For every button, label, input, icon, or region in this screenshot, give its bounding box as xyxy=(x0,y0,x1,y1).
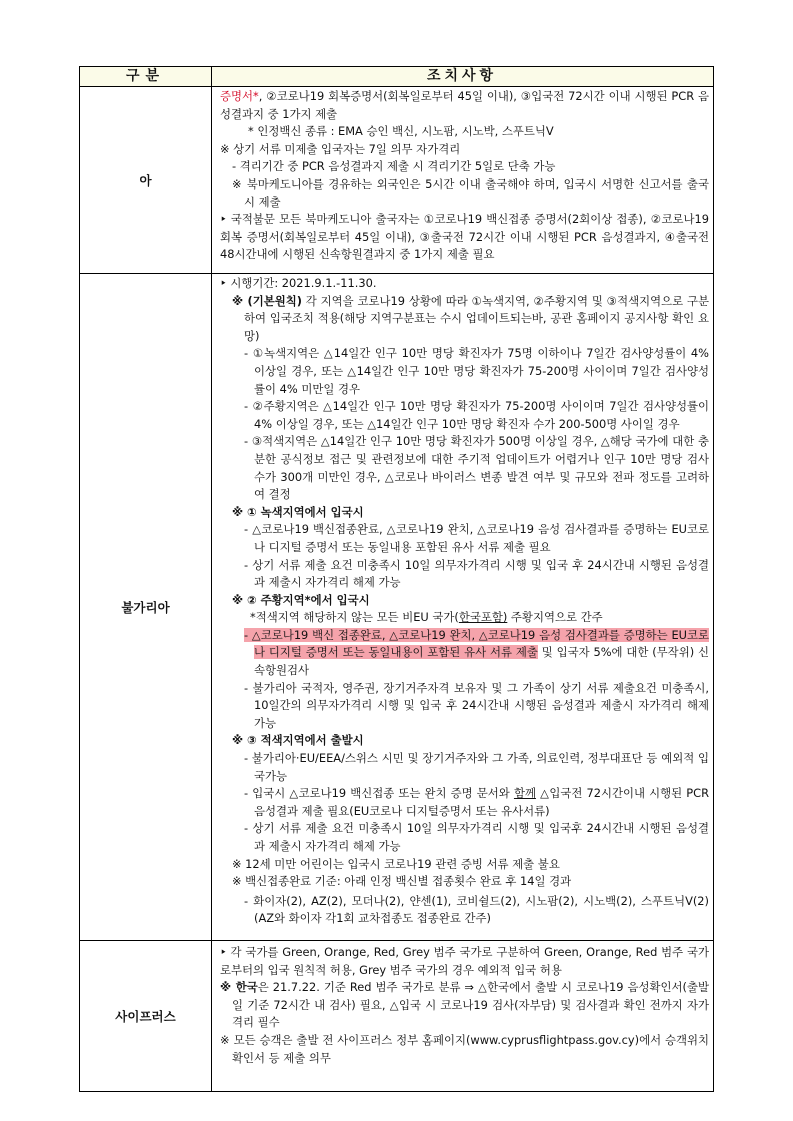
text: △입국전 72시간이내 시행된 PCR 음성결과 제출 필요(EU코로나 디지털증명서 또는 유사서류) xyxy=(254,786,709,818)
table-row-north-macedonia xyxy=(79,87,714,274)
line: ※ 모든 승객은 출발 전 사이프러스 정부 홈페이지(www.cyprusflightpass.gov.cy)에서 승객위치확인서 등 제출 의무 xyxy=(220,1032,709,1065)
red-item-1: - 불가리아·EU/EEA/스위스 시민 및 장기거주자와 그 가족, 의료인력, 정부대표단 등 예외적 입국가능 xyxy=(244,751,709,783)
text: *적색지역 해당하지 않는 모든 비EU 국가( xyxy=(250,610,459,625)
red-item-3: - 상기 서류 제출 요건 미충족시 10일 의무자가격리 시행 및 입국후 24시간내 시행된 음성결과 제출시 자가격리 해제 가능 xyxy=(244,821,709,853)
text: - 입국시 △코로나19 백신접종 또는 완치 증명 문서와 xyxy=(244,786,514,801)
line xyxy=(220,979,709,1032)
row-label: 불가리아 xyxy=(80,274,212,940)
orange-note xyxy=(220,609,709,627)
row-content xyxy=(220,944,709,1067)
line: ※ 북마케도니아를 경유하는 외국인은 5시간 이내 출국해야 하며, 입국시 서명한 신고서를 출국시 제출 xyxy=(232,176,709,209)
green-heading: ※ ① 녹색지역에서 입국시 xyxy=(232,504,364,519)
text: 및 입국자 5%에 대한 (무작위) 신속항원검사 xyxy=(254,645,709,678)
red-heading: ※ ③ 적색지역에서 출발시 xyxy=(232,733,364,748)
red-item-2 xyxy=(220,785,709,820)
header-measures: 조치사항 xyxy=(426,68,498,84)
line: ‣ 각 국가를 Green, Orange, Red, Grey 범주 국가로 구분하여 Green, Orange, Red 범주 국가로부터의 입국 원칙적 허용, Grey 범주 국가의 경우 예외적 입국 허용 xyxy=(220,945,709,977)
basic-principle xyxy=(220,293,709,346)
green-item-2: - 상기 서류 제출 요건 미충족시 10일 의무자가격리 시행 및 입국 후 24시간내 시행된 음성결과 제출시 자가격리 해제 가능 xyxy=(244,557,709,590)
highlighted-text: - △코로나19 백신 접종완료, △코로나19 완치, △코로나19 음성 검사결과를 증명하는 EU코로나 디지털 증명서 또는 동일내용이 포함된 유사 서류 제출 xyxy=(244,627,709,660)
row-label: 아 xyxy=(80,87,212,273)
bold-text: ※ 한국 xyxy=(220,980,258,995)
period-line: ‣ 시행기간: 2021.9.1.-11.30. xyxy=(220,276,377,290)
underlined-text: 함께 xyxy=(513,786,536,801)
orange-item-2: - 불가리아 국적자, 영주권, 장기거주자격 보유자 및 그 가족이 상기 서류 제출요건 미충족시, 10일간의 의무자가격리 시행 및 입국 후 24시간내 시행된 음성결과 제출시 자가격리 해제 가능 xyxy=(244,680,709,730)
note-child: ※ 12세 미만 어린이는 입국시 코로나19 관련 증빙 서류 제출 불요 xyxy=(232,856,560,871)
row-content xyxy=(220,88,709,264)
red-text: 증명서* xyxy=(220,89,259,103)
text: 주황지역으로 간주 xyxy=(507,610,603,625)
line: ‣ 국적불문 모든 북마케도니아 출국자는 ①코로나19 백신접종 증명서(2회이상 접종), ②코로나19 회복 증명서(회복일로부터 45일 이내), ③출국전 72시간 이내 시행된 PCR 음성결과지, ④출국전 48시간내에 시행된 신속항원결과지 중 1가지 제출 필요 xyxy=(220,212,709,262)
text: 각 지역을 코로나19 상황에 따라 ①녹색지역, ②주황지역 및 ③적색지역으로 구분하여 입국조치 적용(해당 지역구분표는 수시 업데이트되는바, 공관 홈페이지 공지사항 확인 요망) xyxy=(244,293,709,343)
line: ※ 상기 서류 미제출 입국자는 7일 의무 자가격리 xyxy=(220,141,461,156)
table-row-bulgaria xyxy=(79,274,714,941)
bold-text: ※ (기본원칙) xyxy=(232,293,302,308)
note-vaccine: ※ 백신접종완료 기준: 아래 인정 백신별 접종횟수 완료 후 14일 경과 xyxy=(232,874,572,889)
table-row-cyprus xyxy=(79,941,714,1092)
red-definition: - ③적색지역은 △14일간 인구 10만 명당 확진자가 500명 이상일 경우, △해당 국가에 대한 충분한 공식정보 접근 및 관련정보에 대한 주기적 업데이트가 어렵거나 인구 10만 명당 검사 수가 300개 미만인 경우, △코로나 바이러스 변종 발견 여부 및 규모와 전파 정도를 고려하여 결정 xyxy=(244,434,709,502)
orange-heading: ※ ② 주황지역*에서 입국시 xyxy=(232,592,370,607)
row-content xyxy=(220,275,709,928)
row-label: 사이프러스 xyxy=(80,941,212,1091)
vaccine-list: - 화이자(2), AZ(2), 모더나(2), 얀센(1), 코비쉴드(2), 시노팜(2), 시노백(2), 스푸트닉V(2) (AZ와 화이자 각1회 교차접종도 접종완료 간주) xyxy=(244,893,709,926)
underlined-text: 한국포함) xyxy=(458,610,508,625)
table-header-row xyxy=(79,66,714,87)
line: - 격리기간 중 PCR 음성결과지 제출 시 격리기간 5일로 단축 가능 xyxy=(232,159,556,174)
header-category: 구분 xyxy=(80,67,212,86)
line: * 인정백신 종류 : EMA 승인 백신, 시노팜, 시노박, 스푸트닉V xyxy=(248,124,554,139)
line xyxy=(220,88,709,123)
green-item-1: - △코로나19 백신접종완료, △코로나19 완치, △코로나19 음성 검사결과를 증명하는 EU코로나 디지털 증명서 또는 동일내용 포함된 유사 서류 제출 필요 xyxy=(244,522,709,554)
line-rest: , ②코로나19 회복증명서(회복일로부터 45일 이내), ③입국전 72시간 이내 시행된 PCR 음성결과지 중 1가지 제출 xyxy=(220,89,709,121)
green-definition: - ①녹색지역은 △14일간 인구 10만 명당 확진자가 75명 이하이나 7일간 검사양성률이 4% 이상일 경우, 또는 △14일간 인구 10만 명당 확진자가 75-200명 사이이며 7일간 검사양성률이 4% 미만일 경우 xyxy=(244,346,709,396)
orange-definition: - ②주황지역은 △14일간 인구 10만 명당 확진자가 75-200명 사이이며 7일간 검사양성률이 4% 이상일 경우, 또는 △14일간 인구 10만 명당 확진자 수가 200-500명 사이일 경우 xyxy=(244,399,709,431)
text: 은 21.7.22. 기준 Red 범주 국가로 분류 ⇒ △한국에서 출발 시 코로나19 음성확인서(출발일 기준 72시간 내 검사) 필요, △입국 시 코로나19 검사(자부담) 및 검사결과 확인 전까지 자가격리 필수 xyxy=(232,980,710,1030)
orange-item-1 xyxy=(220,627,709,680)
